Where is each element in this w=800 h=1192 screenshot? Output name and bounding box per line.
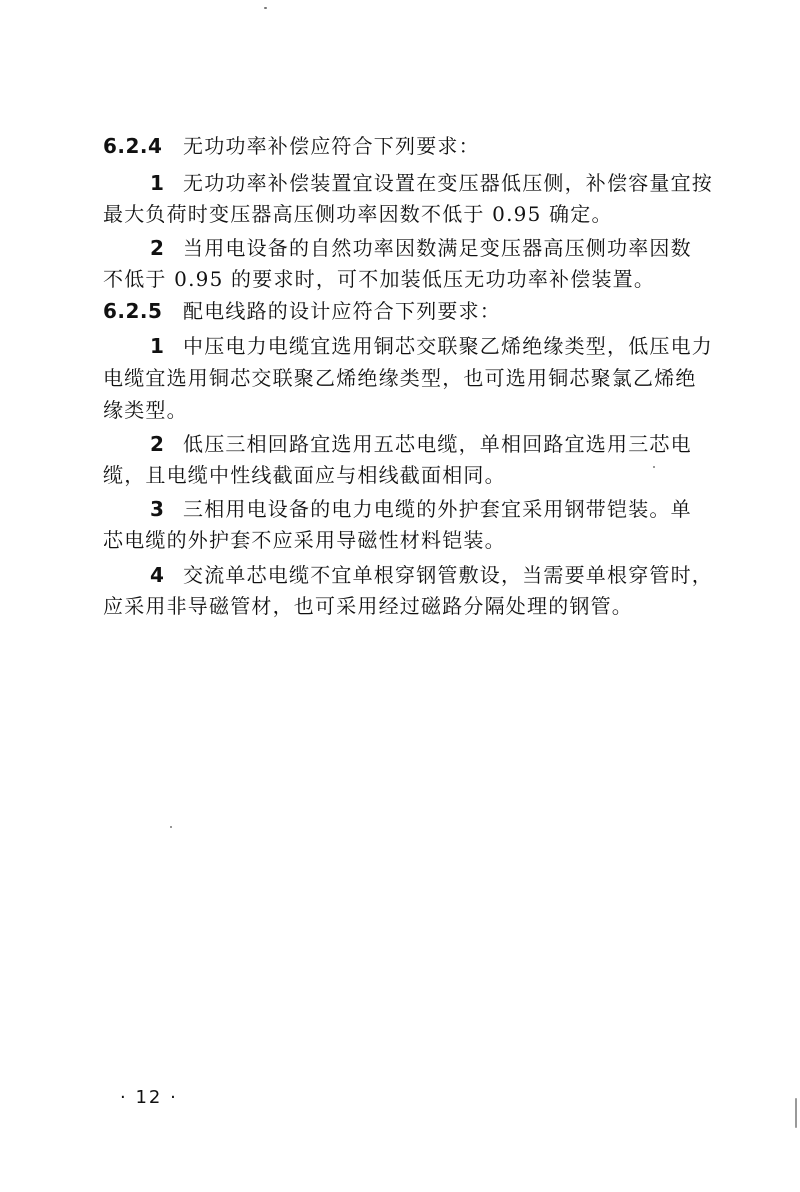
clause-text: 低压三相回路宜选用五芯电缆，单相回路宜选用三芯电 xyxy=(183,432,692,456)
scan-speck xyxy=(653,466,655,468)
clause-text: 三相用电设备的电力电缆的外护套宜采用钢带铠装。单 xyxy=(183,497,692,521)
clause-text: 中压电力电缆宜选用铜芯交联聚乙烯绝缘类型，低压电力 xyxy=(183,334,713,358)
section-heading-text: 无功功率补偿应符合下列要求： xyxy=(183,134,480,158)
section-number: 6.2.4 xyxy=(103,134,163,158)
section-heading-6-2-5 xyxy=(103,298,743,324)
clause-6-2-5-1-line3: 缘类型。 xyxy=(103,398,188,422)
clause-text: 当用电设备的自然功率因数满足变压器高压侧功率因数 xyxy=(183,236,692,260)
clause-text: 无功功率补偿装置宜设置在变压器低压侧，补偿容量宜按 xyxy=(183,171,713,195)
clause-6-2-5-1-line2: 电缆宜选用铜芯交联聚乙烯绝缘类型，也可选用铜芯聚氯乙烯绝 xyxy=(103,366,697,390)
clause-6-2-4-2-line2: 不低于 0.95 的要求时，可不加装低压无功功率补偿装置。 xyxy=(103,267,656,291)
clause-number: 4 xyxy=(150,563,165,587)
clause-6-2-5-1-line1 xyxy=(150,333,743,359)
clause-6-2-5-4-line2: 应采用非导磁管材，也可采用经过磁路分隔处理的钢管。 xyxy=(103,594,633,618)
clause-text: 交流单芯电缆不宜单根穿钢管敷设，当需要单根穿管时， xyxy=(183,563,713,587)
page-number: · 12 · xyxy=(120,1087,178,1108)
scan-edge-mark xyxy=(795,1098,797,1128)
clause-number: 2 xyxy=(150,236,165,260)
clause-6-2-5-2-line2: 缆，且电缆中性线截面应与相线截面相同。 xyxy=(103,463,506,487)
clause-6-2-4-2-line1 xyxy=(150,235,743,261)
clause-6-2-4-1-line1 xyxy=(150,170,743,196)
clause-6-2-5-3-line2: 芯电缆的外护套不应采用导磁性材料铠装。 xyxy=(103,528,506,552)
clause-number: 3 xyxy=(150,497,165,521)
clause-6-2-5-3-line1 xyxy=(150,496,743,522)
clause-number: 1 xyxy=(150,334,165,358)
clause-number: 1 xyxy=(150,171,165,195)
clause-6-2-5-2-line1 xyxy=(150,431,743,457)
clause-6-2-4-1-line2: 最大负荷时变压器高压侧功率因数不低于 0.95 确定。 xyxy=(103,202,613,226)
clause-number: 2 xyxy=(150,432,165,456)
section-number: 6.2.5 xyxy=(103,299,163,323)
section-heading-6-2-4 xyxy=(103,133,743,159)
scan-speck xyxy=(170,826,172,828)
section-heading-text: 配电线路的设计应符合下列要求： xyxy=(183,299,501,323)
scan-speck xyxy=(264,7,267,9)
clause-6-2-5-4-line1 xyxy=(150,562,743,588)
